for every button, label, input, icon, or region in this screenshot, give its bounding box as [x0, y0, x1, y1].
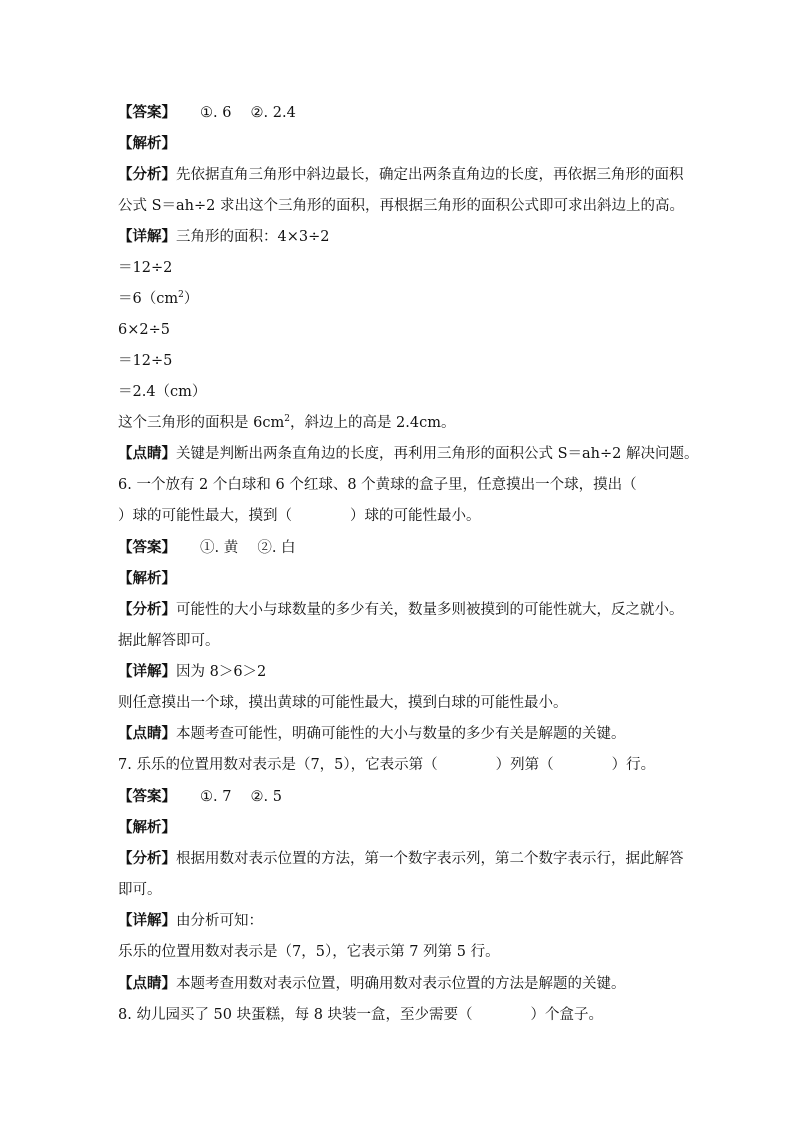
- dianjing-tag: 【点睛】: [118, 725, 176, 742]
- answer-tag: 【答案】: [118, 104, 176, 121]
- fenxi-text: 可能性的大小与球数量的多少有关，数量多则被摸到的可能性就大，反之就小。: [176, 602, 684, 618]
- fenxi-text: 先依据直角三角形中斜边最长，确定出两条直角边的长度，再依据三角形的面积: [176, 167, 684, 183]
- xiangjie-tag: 【详解】: [118, 912, 176, 929]
- dianjing-text: 关键是判断出两条直角边的长度，再利用三角形的面积公式 S＝ah÷2 解决问题。: [176, 446, 699, 462]
- xiangjie-text: 因为 8＞6＞2: [176, 664, 267, 680]
- answer-text: ①. 6 ②. 2.4: [200, 105, 296, 121]
- dianjing-text: 本题考查用数对表示位置，明确用数对表示位置的方法是解题的关键。: [176, 976, 626, 992]
- q7-xiangjie-line-2: 乐乐的位置用数对表示是（7，5），它表示第 7 列第 5 行。: [118, 944, 500, 960]
- q6-fenxi-line-2: 据此解答即可。: [118, 633, 220, 649]
- q8-question: 8. 幼儿园买了 50 块蛋糕，每 8 块装一盒，至少需要（ ）个盒子。: [118, 1007, 604, 1023]
- q5-step-4: ＝12÷5: [118, 353, 173, 369]
- q5-fenxi-line-1: [118, 164, 684, 186]
- q6-fenxi-line-1: [118, 599, 684, 621]
- q7-jiexi-tag: 【解析】: [118, 819, 176, 836]
- dianjing-tag: 【点睛】: [118, 445, 176, 462]
- fenxi-tag: 【分析】: [118, 601, 176, 618]
- q5-step-5: ＝2.4（cm）: [118, 384, 207, 400]
- q6-dianjing-line: [118, 723, 684, 745]
- q5-step-3: 6×2÷5: [118, 322, 170, 338]
- q5-fenxi-line-2: 公式 S＝ah÷2 求出这个三角形的面积，再根据三角形的面积公式即可求出斜边上的高。: [118, 198, 685, 214]
- q5-jiexi-tag: 【解析】: [118, 135, 176, 152]
- q7-dianjing-line: [118, 973, 684, 995]
- q5-step-2: $=6(cm^2)$: [118, 290, 199, 307]
- q7-question: 7. 乐乐的位置用数对表示是（7，5），它表示第（ ）列第（ ）行。: [118, 757, 656, 773]
- xiangjie-text: 由分析可知：: [176, 913, 263, 929]
- q6-xiangjie-line-1: [118, 661, 684, 683]
- q7-fenxi-line-1: [118, 848, 684, 870]
- answer-tag: 【答案】: [118, 788, 176, 805]
- fenxi-tag: 【分析】: [118, 166, 176, 183]
- q6-xiangjie-line-2: 则任意摸出一个球，摸出黄球的可能性最大，摸到白球的可能性最小。: [118, 695, 568, 711]
- q7-fenxi-line-2: 即可。: [118, 882, 162, 898]
- fenxi-text: 根据用数对表示位置的方法，第一个数字表示列，第二个数字表示行，据此解答: [176, 851, 684, 867]
- q6-jiexi-tag: 【解析】: [118, 570, 176, 587]
- dianjing-text: 本题考查可能性，明确可能性的大小与数量的多少有关是解题的关键。: [176, 726, 626, 742]
- q5-answer-line: [118, 102, 684, 124]
- q5-dianjing-line: [118, 443, 699, 465]
- fenxi-tag: 【分析】: [118, 850, 176, 867]
- answer-text: ①. 黄 ②. 白: [200, 540, 296, 556]
- q5-conclusion: 这个三角形的面积是 $6cm^2$，斜边上的高是 2.4cm。: [118, 414, 456, 431]
- answer-tag: 【答案】: [118, 539, 176, 556]
- q6-question-line-1: 6. 一个放有 2 个白球和 6 个红球、8 个黄球的盒子里，任意摸出一个球，摸出（: [118, 477, 637, 493]
- answer-text: ①. 7 ②. 5: [200, 789, 282, 805]
- q6-answer-line: [118, 537, 684, 559]
- xiangjie-tag: 【详解】: [118, 228, 176, 245]
- dianjing-tag: 【点睛】: [118, 975, 176, 992]
- q7-answer-line: [118, 786, 684, 808]
- xiangjie-text: 三角形的面积：4×3÷2: [176, 229, 330, 245]
- xiangjie-tag: 【详解】: [118, 663, 176, 680]
- q5-xiangjie-line-1: [118, 226, 684, 248]
- q7-xiangjie-line-1: [118, 910, 684, 932]
- q5-step-1: ＝12÷2: [118, 260, 173, 276]
- q6-question-line-2: ）球的可能性最大，摸到（ ）球的可能性最小。: [118, 508, 481, 524]
